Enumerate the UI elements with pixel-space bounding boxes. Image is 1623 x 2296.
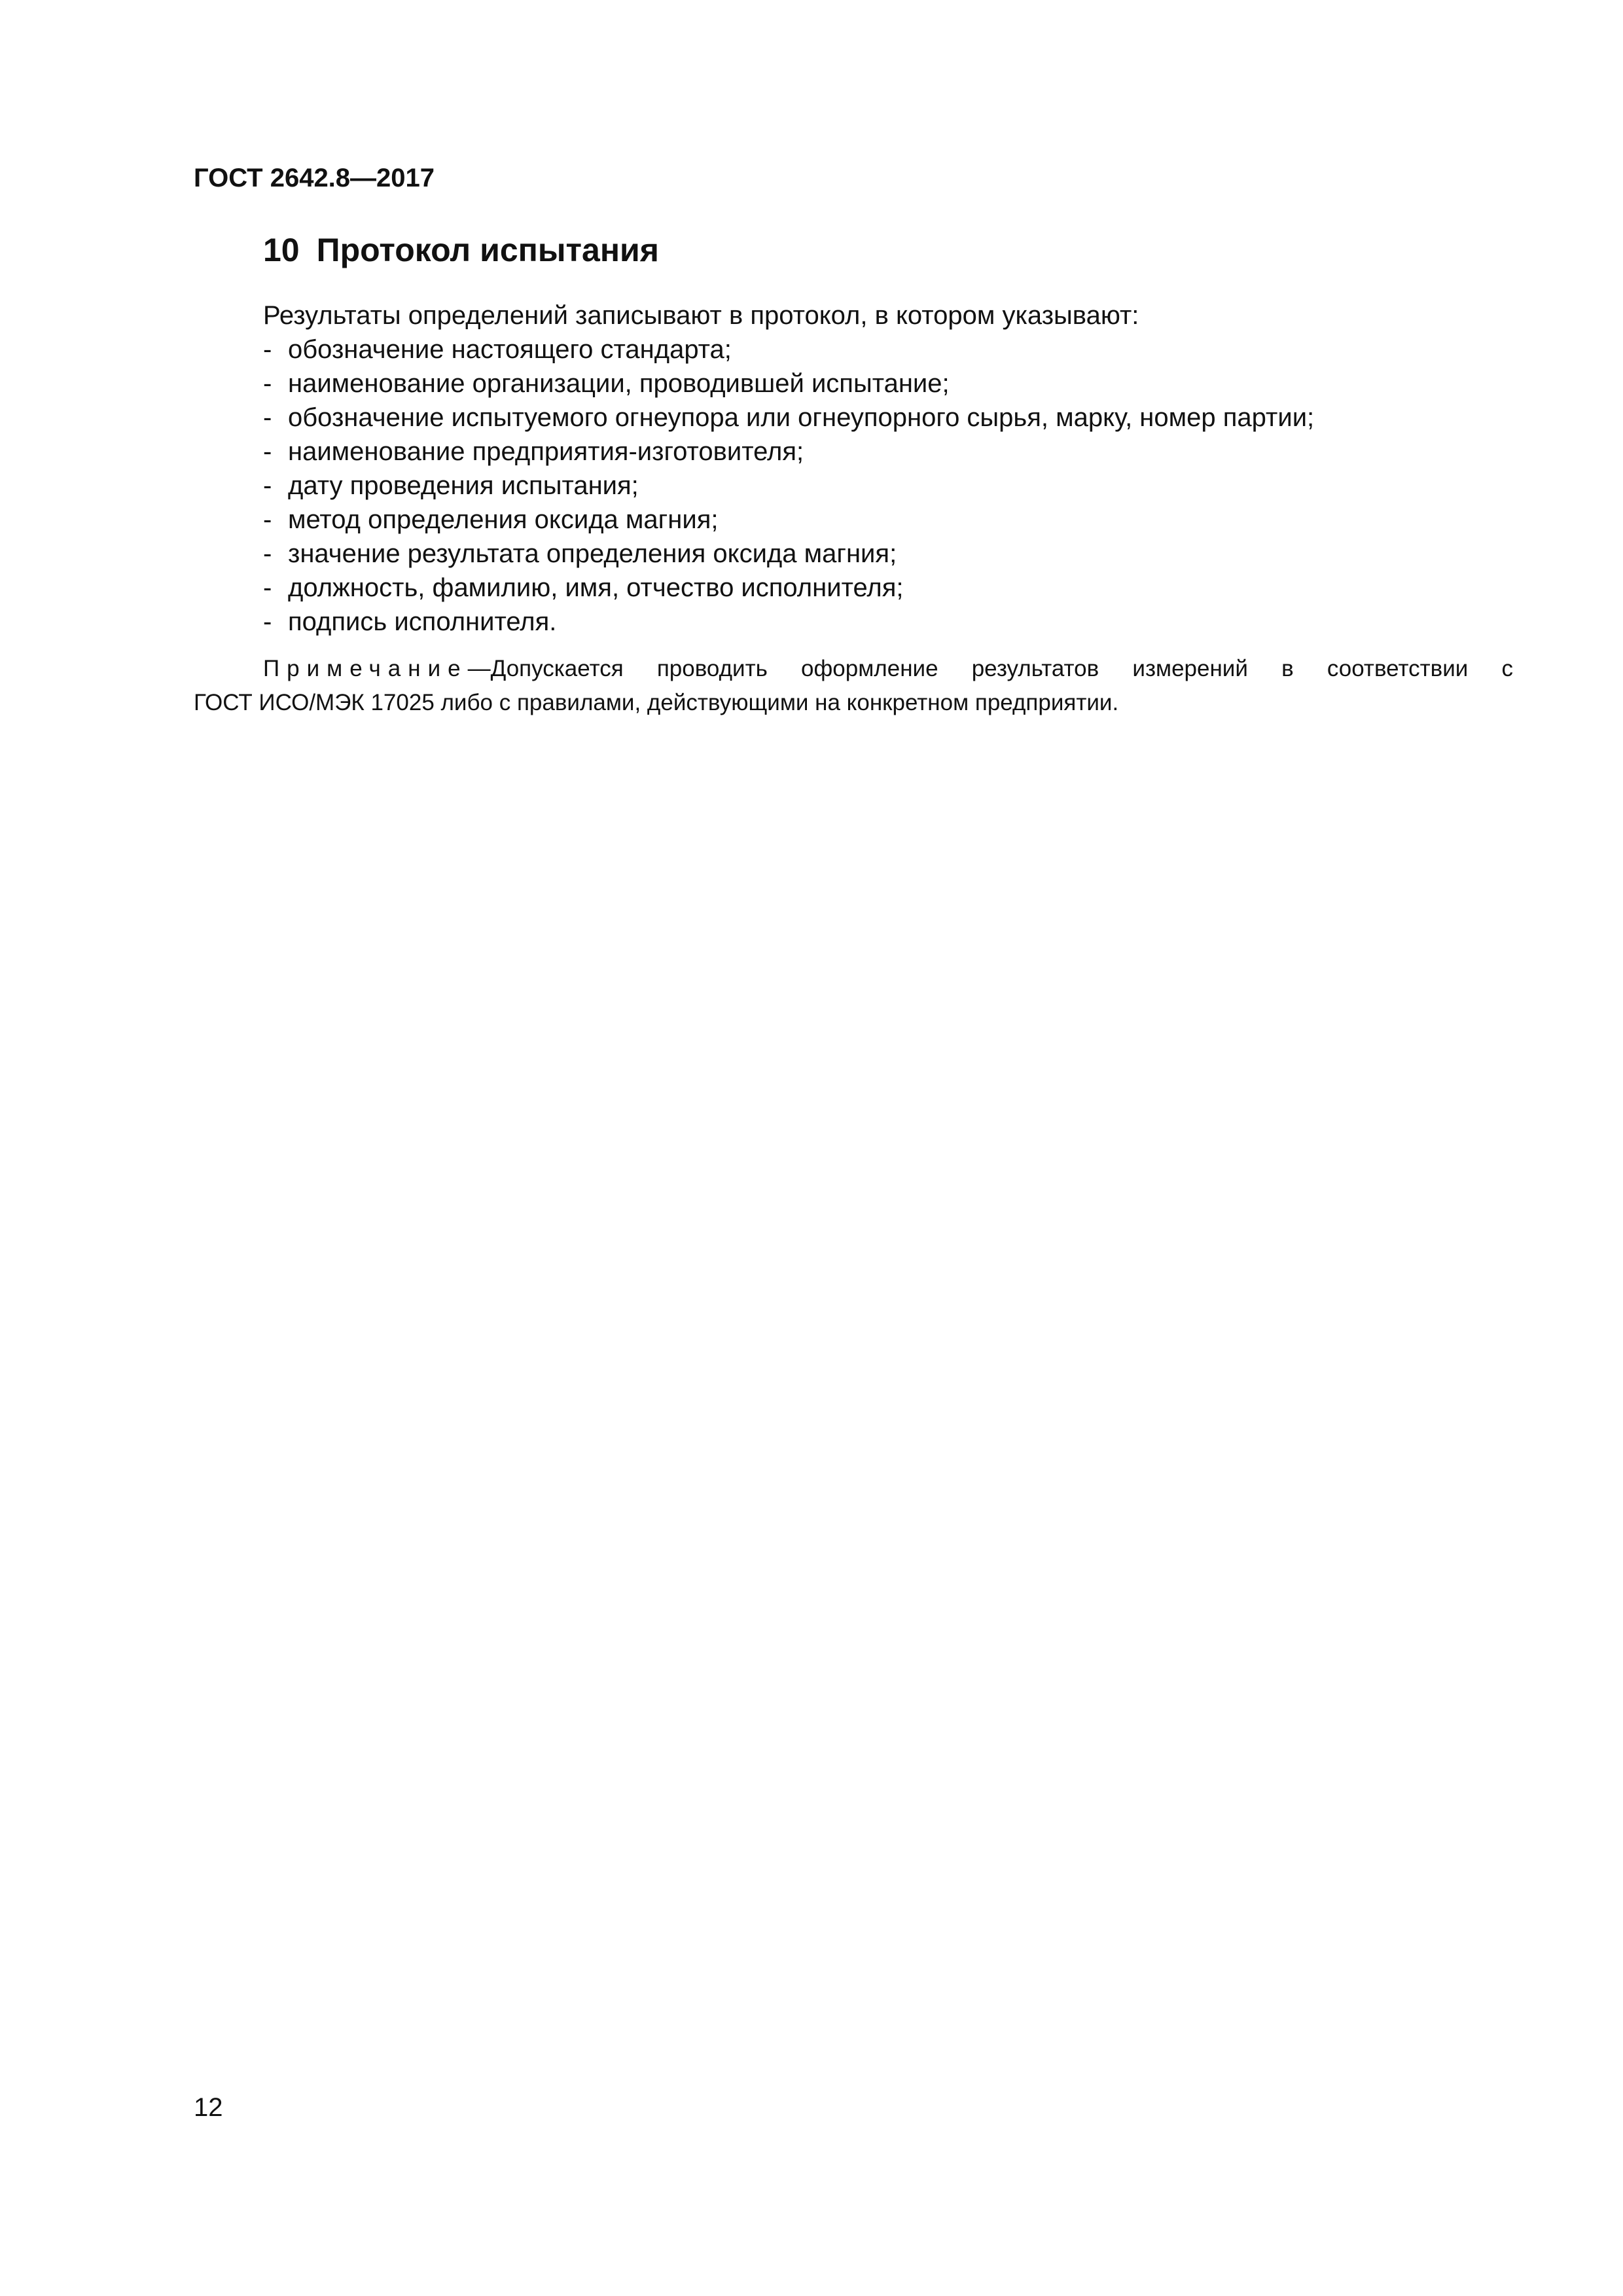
list-item-text: наименование предприятия-изготовителя; bbox=[288, 437, 804, 466]
list-bullet: - bbox=[263, 607, 272, 636]
list-item bbox=[263, 537, 1314, 571]
list-item bbox=[263, 571, 1314, 605]
note-text-2: ГОСТ ИСО/МЭК 17025 либо с правилами, действующими на конкретном предприятии. bbox=[194, 690, 1119, 715]
list-bullet: - bbox=[263, 505, 272, 534]
list-item bbox=[263, 605, 1314, 639]
list-item-text: обозначение настоящего стандарта; bbox=[288, 335, 732, 364]
list-bullet: - bbox=[263, 573, 272, 602]
list-item bbox=[263, 503, 1314, 537]
list-bullet: - bbox=[263, 369, 272, 398]
note-line-1 bbox=[194, 652, 1513, 686]
list-item-text: обозначение испытуемого огнеупора или огнеупорного сырья, марку, номер партии; bbox=[288, 403, 1315, 432]
list-item-text: наименование организации, проводившей испытание; bbox=[288, 369, 950, 398]
list-item-text: подпись исполнителя. bbox=[288, 607, 557, 636]
list-bullet: - bbox=[263, 437, 272, 466]
list-bullet: - bbox=[263, 335, 272, 364]
list-bullet: - bbox=[263, 471, 272, 500]
list-item bbox=[263, 332, 1314, 367]
document-code: ГОСТ 2642.8—2017 bbox=[194, 164, 435, 192]
list-item-text: дату проведения испытания; bbox=[288, 471, 639, 500]
section-intro: Результаты определений записывают в протокол, в котором указывают: bbox=[263, 301, 1139, 330]
requirements-list bbox=[263, 332, 1314, 639]
section-number: 10 bbox=[263, 232, 300, 268]
list-item-text: значение результата определения оксида магния; bbox=[288, 539, 897, 568]
list-item bbox=[263, 401, 1314, 435]
note-label: Примечание bbox=[263, 656, 468, 681]
list-item-text: метод определения оксида магния; bbox=[288, 505, 719, 534]
note-separator: — bbox=[467, 656, 491, 681]
list-item bbox=[263, 367, 1314, 401]
list-item bbox=[263, 435, 1314, 469]
list-item-text: должность, фамилию, имя, отчество исполнителя; bbox=[288, 573, 904, 602]
section-heading bbox=[263, 229, 659, 271]
section-title: Протокол испытания bbox=[316, 232, 659, 268]
note-text-1: Допускается проводить оформление результатов измерений в соответствии с bbox=[490, 656, 1513, 681]
page-number: 12 bbox=[194, 2093, 223, 2122]
list-bullet: - bbox=[263, 403, 272, 432]
list-bullet: - bbox=[263, 539, 272, 568]
list-item bbox=[263, 469, 1314, 503]
note-block bbox=[194, 652, 1513, 720]
